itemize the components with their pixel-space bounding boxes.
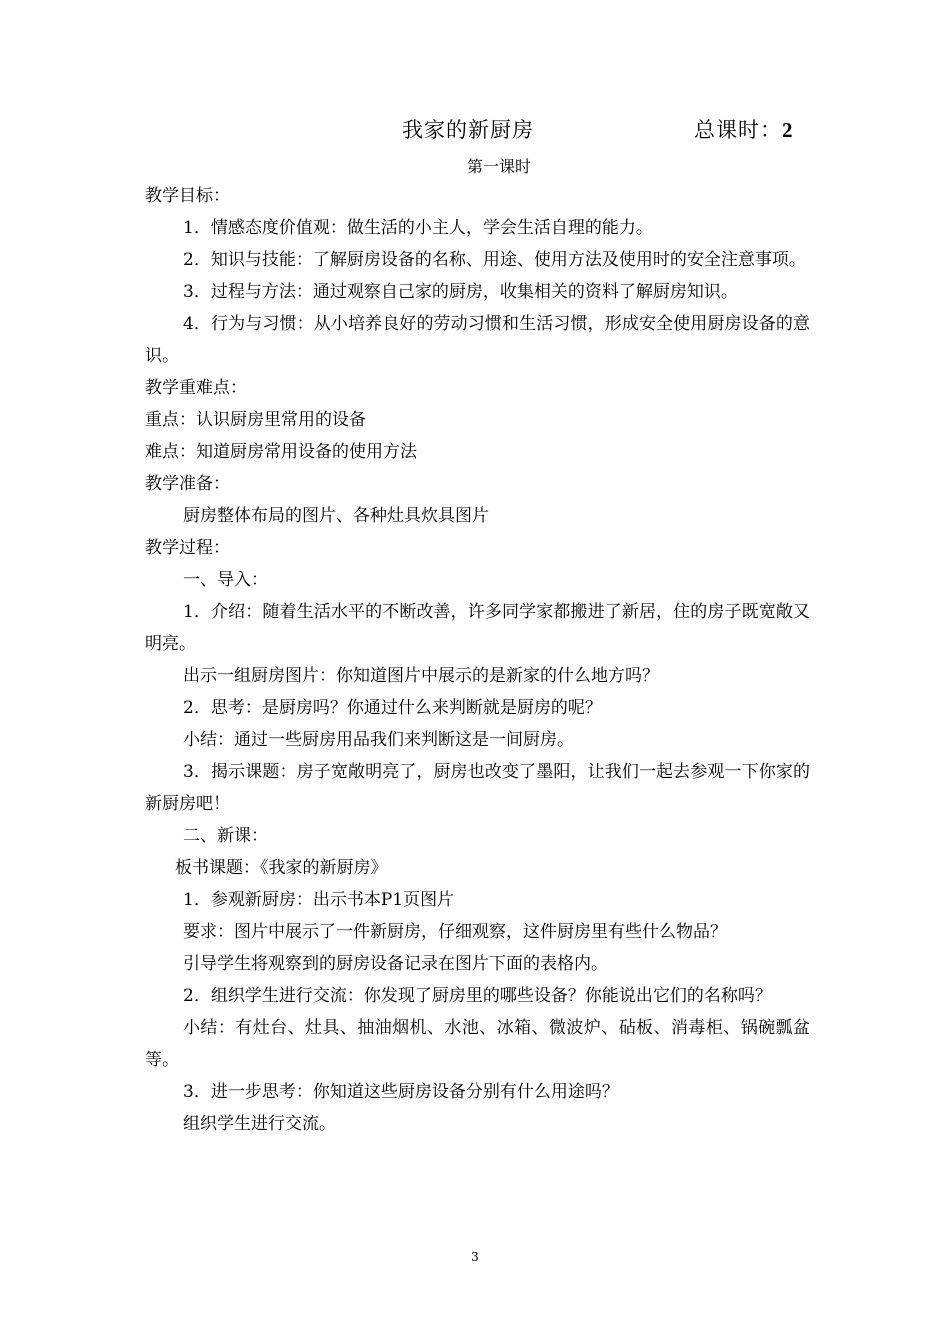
objective-4: 4．行为与习惯：从小培养良好的劳动习惯和生活习惯，形成安全使用厨房设备的意识。 — [145, 314, 810, 366]
heading-objectives: 教学目标： — [145, 186, 230, 206]
total-periods-value: 2 — [782, 118, 794, 142]
objective-2: 2．知识与技能：了解厨房设备的名称、用途、使用方法及使用时的安全注意事项。 — [183, 250, 806, 270]
objective-3: 3．过程与方法：通过观察自己家的厨房，收集相关的资料了解厨房知识。 — [183, 282, 738, 302]
period-subtitle: 第一课时 — [466, 157, 531, 176]
intro-summary: 小结：通过一些厨房用品我们来判断这是一间厨房。 — [183, 730, 574, 750]
intro-step-2: 2．思考：是厨房吗？你通过什么来判断就是厨房的呢？ — [183, 698, 602, 718]
lesson-step-3: 3．进一步思考：你知道这些厨房设备分别有什么用途吗？ — [183, 1082, 619, 1102]
intro-show-pictures: 出示一组厨房图片：你知道图片中展示的是新家的什么地方吗？ — [183, 666, 659, 686]
preparation-item: 厨房整体布局的图片、各种灶具炊具图片 — [183, 506, 489, 526]
key-point: 重点：认识厨房里常用的设备 — [145, 410, 366, 430]
lesson-step-2: 2．组织学生进行交流：你发现了厨房里的哪些设备？你能说出它们的名称吗？ — [183, 986, 772, 1006]
section-intro: 一、导入： — [183, 570, 268, 590]
lesson-summary: 小结：有灶台、灶具、抽油烟机、水池、冰箱、微波炉、砧板、消毒柜、锅碗瓢盆等。 — [145, 1018, 810, 1070]
title-row — [0, 114, 950, 148]
objective-1: 1．情感态度价值观：做生活的小主人，学会生活自理的能力。 — [183, 218, 653, 238]
heading-process: 教学过程： — [145, 538, 230, 558]
difficult-point: 难点：知道厨房常用设备的使用方法 — [145, 442, 417, 462]
intro-step-3: 3．揭示课题：房子宽敞明亮了，厨房也改变了墨阳，让我们一起去参观一下你家的新厨房吧！ — [145, 762, 810, 814]
lesson-exchange: 组织学生进行交流。 — [183, 1114, 336, 1134]
total-periods-label: 总课时： — [694, 118, 782, 142]
board-title: 板书课题：《我家的新厨房》 — [175, 858, 388, 878]
heading-preparation: 教学准备： — [145, 474, 230, 494]
lesson-step-1: 1．参观新厨房：出示书本P1页图片 — [183, 890, 455, 910]
lesson-title: 我家的新厨房 — [402, 118, 534, 142]
document-body — [145, 180, 810, 1140]
page-number: 3 — [471, 1250, 479, 1264]
total-periods — [694, 114, 794, 144]
lesson-requirement: 要求：图片中展示了一件新厨房，仔细观察，这件厨房里有些什么物品？ — [183, 922, 727, 942]
lesson-guide: 引导学生将观察到的厨房设备记录在图片下面的表格内。 — [183, 954, 608, 974]
intro-step-1: 1．介绍：随着生活水平的不断改善，许多同学家都搬进了新居，住的房子既宽敞又明亮。 — [145, 602, 810, 654]
section-new-lesson: 二、新课： — [183, 826, 268, 846]
heading-key-points: 教学重难点： — [145, 378, 247, 398]
